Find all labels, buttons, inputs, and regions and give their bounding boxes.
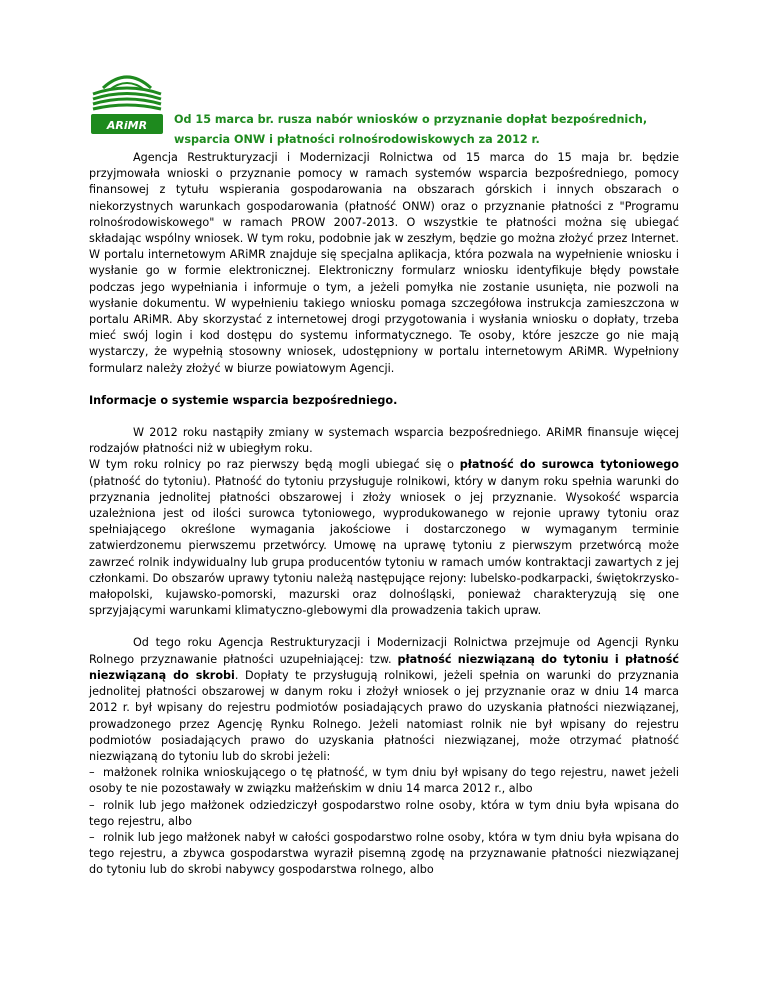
paragraph-tobacco-bold: płatność do surowca tytoniowego bbox=[459, 458, 679, 472]
arimr-logo bbox=[89, 72, 165, 136]
paragraph-decoupled-bold: płatność niezwiązaną do tytoniu i płatność niezwiązaną do skrobi bbox=[89, 652, 679, 682]
paragraph-decoupled bbox=[89, 635, 679, 765]
list-item-text: małżonek rolnika wnioskującego o tę płatność, w tym dniu był wpisany do tego rejestru, nawet jeżeli osoby te nie pozostawały w związku małżeńskim w dniu 14 marca 2012 r., albo bbox=[89, 766, 679, 796]
paragraph-tobacco-text-2: (płatność do tytoniu). Płatność do tytoniu przysługuje rolnikowi, który w danym roku spełnia warunki do przyznania jednolitej płatności obszarowej i złoży wniosek o jej przyznanie. Wysokość wsparcia uzależniona jest od ilości surowca tytoniowego, wyprodukowanego w rejonie uprawy tytoniu oraz spełniającego określone wymagania jakościowe i dostarczonego w wymaganym terminie zatwierdzonemu pierwszemu przetwórcy. Umowę na uprawę tytoniu z pierwszym przetwórcą może zawrzeć rolnik indywidualny lub grupa producentów tytoniu w ramach umów kontraktacji zawartych z jej członkami. Do obszarów uprawy tytoniu należą następujące rejony: lubelsko-podkarpacki, świętokrzysko-małopolski, kujawsko-pomorski, mazurski oraz dolnośląski, ponieważ charakteryzują się one sprzyjającymi warunkami klimatyczno-glebowymi dla prowadzenia takich upraw. bbox=[89, 474, 679, 618]
list-item bbox=[89, 798, 679, 830]
paragraph-intro: Agencja Restrukturyzacji i Modernizacji Rolnictwa od 15 marca do 15 maja br. będzie przyjmowała wnioski o przyznanie pomocy w ramach systemów wsparcia bezpośredniego, pomocy finansowej z tytułu wspierania gospodarowania na obszarach górskich i innych obszarach o niekorzystnych warunkach gospodarowania (płatność ONW) oraz o przyznanie płatności z "Programu rolnośrodowiskowego" w ramach PROW 2007-2013. O wszystkie te płatności można się ubiegać składając wspólny wniosek. W tym roku, podobnie jak w zeszłym, będzie go można złożyć przez Internet. W portalu internetowym ARiMR znajduje się specjalna aplikacja, która pozwala na wypełnienie wniosku i wysłanie go w formie elektronicznej. Elektroniczny formularz wniosku identyfikuje błędy powstałe podczas jego wypełniania i informuje o tym, a jeżeli pomyłka nie zostanie usunięta, nie pozwoli na wysłanie dokumentu. W wypełnieniu takiego wniosku pomaga szczegółowa instrukcja zamieszczona w portalu ARiMR. Aby skorzystać z internetowej drogi przygotowania i wysłania wniosku o dopłaty, trzeba mieć swój login i kod dostępu do systemu informatycznego. Te osoby, które jeszcze go nie mają wystarczy, że wypełnią stosowny wniosek, udostępniony w portalu internetowym ARiMR. Wypełniony formularz należy złożyć w biurze powiatowym Agencji. bbox=[89, 151, 679, 375]
section-heading: Informacje o systemie wsparcia bezpośredniego. bbox=[89, 393, 398, 407]
page-title: Od 15 marca br. rusza nabór wniosków o przyznanie dopłat bezpośrednich, wsparcia ONW i płatności rolnośrodowiskowych za 2012 r. bbox=[174, 113, 648, 146]
logo-text: ARiMR bbox=[106, 119, 148, 132]
list-item-text: rolnik lub jego małżonek nabył w całości gospodarstwo rolne osoby, która w tym dniu była wpisana do tego rejestru, a zbywca gospodarstwa wyraził pisemną zgodę na przyznawanie płatności niezwiązanej do tytoniu lub do skrobi nabywcy gospodarstwa rolnego, albo bbox=[89, 830, 679, 877]
list-item bbox=[89, 765, 679, 797]
paragraph-tobacco-text-1: W tym roku rolnicy po raz pierwszy będą mogli ubiegać się o bbox=[89, 458, 460, 472]
list-item bbox=[89, 830, 679, 879]
paragraph-changes: W 2012 roku nastąpiły zmiany w systemach wsparcia bezpośredniego. ARiMR finansuje więcej rodzajów płatności niż w ubiegłym roku. bbox=[89, 426, 679, 456]
bullet-dash: – bbox=[89, 766, 95, 780]
bullet-dash: – bbox=[89, 798, 95, 812]
article-body bbox=[89, 150, 679, 879]
paragraph-decoupled-text-1: Od tego roku Agencja Restrukturyzacji i Modernizacji Rolnictwa przejmuje od Agencji Rynku Rolnego przyznawanie płatności uzupełniającej: tzw. bbox=[89, 636, 679, 666]
arimr-logo-graphic bbox=[89, 72, 165, 136]
list-item-text: rolnik lub jego małżonek odziedziczył gospodarstwo rolne osoby, która w tym dniu była wpisana do tego rejestru, albo bbox=[89, 798, 679, 828]
bullet-dash: – bbox=[89, 830, 95, 844]
paragraph-decoupled-text-2: . Dopłaty te przysługują rolnikowi, jeżeli spełnia on warunki do przyznania jednolitej płatności obszarowej w danym roku i złożył wniosek o jej przyznanie oraz w dniu 14 marca 2012 r. był wpisany do rejestru podmiotów posiadających prawo do uzyskania płatności niezwiązanej, prowadzonego przez Agencję Rynku Rolnego. Jeżeli natomiast rolnik nie był wpisany do rejestru podmiotów posiadających prawo do uzyskania płatności niezwiązanej, może otrzymać płatność niezwiązaną do tytoniu lub do skrobi jeżeli: bbox=[89, 668, 680, 763]
paragraph-tobacco bbox=[89, 457, 679, 619]
